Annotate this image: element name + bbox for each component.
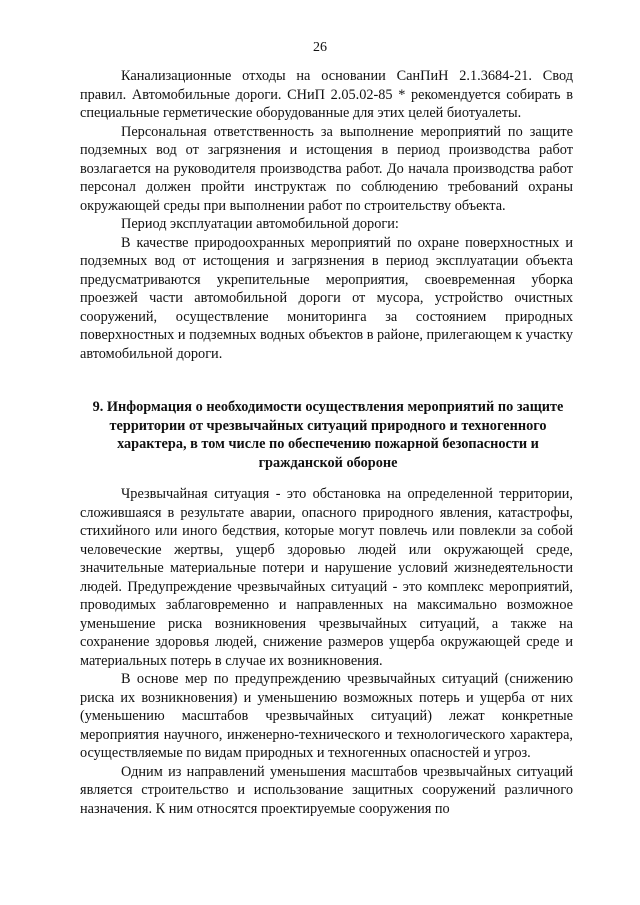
paragraph-prevention-measures: В основе мер по предупреждению чрезвычайных ситуаций (снижению риска их возникновения) и уменьшению возможных потерь и ущерба от них (уменьшению масштабов чрезвычайных ситуаций) лежат конкретные мероприятия научного, инженерно-технического и технологического характера, осуществляемые по видам природных и техногенных опасностей и угроз. bbox=[80, 671, 573, 761]
paragraph-environmental-measures: В качестве природоохранных мероприятий по охране поверхностных и подземных вод от истощения и загрязнения в период эксплуатации объекта предусматриваются укрепительные мероприятия, своевременная уборка проезжей части автомобильной дороги от мусора, устройство очистных сооружений, осуществление мониторинга за состоянием природных поверхностных и подземных водных объектов в районе, прилегающем к участку автомобильной дороги. bbox=[80, 234, 573, 362]
paragraph-protective-structures: Одним из направлений уменьшения масштабов чрезвычайных ситуаций является строительство и использование защитных сооружений различного назначения. К ним относятся проектируемые сооружения по bbox=[80, 763, 573, 817]
paragraph-emergency-definition: Чрезвычайная ситуация - это обстановка на определенной территории, сложившаяся в результате аварии, опасного природного явления, катастрофы, стихийного или иного бедствия, которые могут повлечь или повлекли за собой человеческие жертвы, ущерб здоровью людей или окружающей среде, значительные материальные потери и нарушение условий жизнедеятельности людей. Предупреждение чрезвычайных ситуаций - это комплекс мероприятий, проводимых заблаговременно и направленных на максимально возможное уменьшение риска возникновения чрезвычайных ситуаций, а также на сохранение здоровья людей, снижение размеров ущерба окружающей среде и материальных потерь в случае их возникновения. bbox=[80, 486, 573, 669]
body-text-bottom bbox=[80, 485, 573, 818]
page-number: 26 bbox=[313, 40, 327, 55]
paragraph-operation-period: Период эксплуатации автомобильной дороги: bbox=[121, 216, 399, 232]
paragraph-responsibility: Персональная ответственность за выполнение мероприятий по защите подземных вод от загрязнения и истощения в период производства работ возлагается на руководителя производства работ. До начала производства работ персонал должен пройти инструктаж по соблюдению требований охраны окружающей среды при выполнении работ по строительству объекта. bbox=[80, 123, 573, 214]
section-heading: 9. Информация о необходимости осуществления мероприятий по защите территории от чрезвычайных ситуаций природного и техногенного характера, в том числе по обеспечению пожарной безопасности и гражданской обороне bbox=[92, 399, 564, 471]
paragraph-sewage-waste: Канализационные отходы на основании СанПиН 2.1.3684-21. Свод правил. Автомобильные дороги. СНиП 2.05.02-85 * рекомендуется собирать в специальные герметические оборудованные для этих целей биотуалеты. bbox=[80, 68, 573, 121]
body-text-top bbox=[80, 67, 573, 363]
